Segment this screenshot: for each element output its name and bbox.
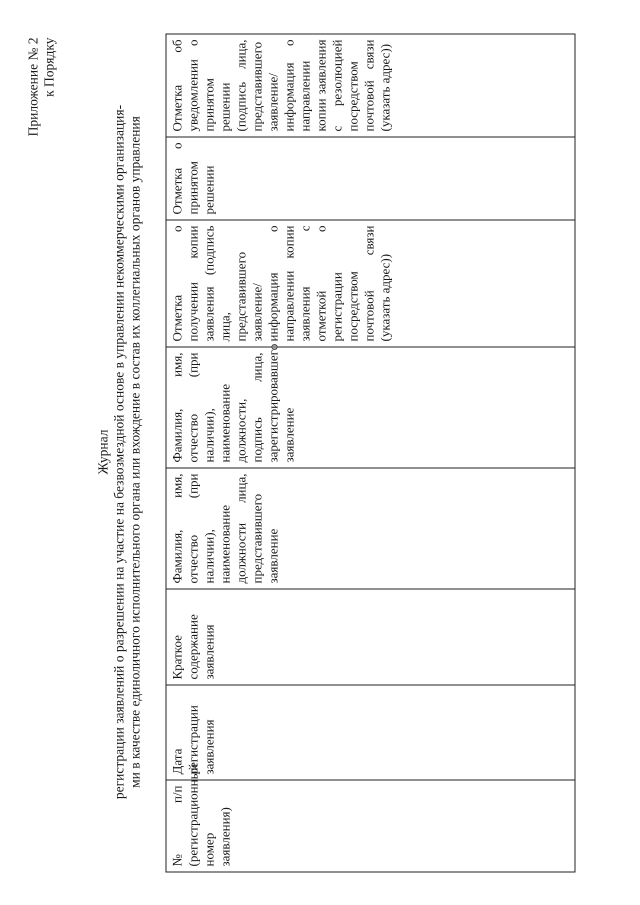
heading-line-2: ми в качестве единоличного исполнительного органа или вхождение в состав их коллегиальных органов управления: [127, 116, 142, 788]
document-title: Журнал: [95, 429, 110, 475]
appendix-note: [25, 38, 57, 137]
rotated-page: [15, 20, 625, 885]
heading-line-1: регистрации заявлений о разрешении на участие на безвозмездной основе в управлении некоммерческими организация-: [111, 104, 126, 800]
header-cell-decision: Отметка о принятом решении: [166, 137, 575, 220]
header-cell-registrar: Фамилия, имя, отчество (при наличии), наименование должности, подпись лица, зарегистрировавшего заявление: [166, 347, 575, 468]
table-header-row: [166, 34, 575, 872]
appendix-reference: к Порядку: [41, 37, 56, 97]
journal-table: [165, 34, 575, 873]
appendix-number: Приложение № 2: [25, 37, 40, 137]
header-cell-date: Дата регистрации заявления: [166, 685, 575, 780]
header-cell-applicant: Фамилия, имя, отчество (при наличии), наименование должности лица, представившего заявление: [166, 468, 575, 589]
header-cell-summary: Краткое содержание заявления: [166, 589, 575, 685]
header-cell-number: № п/п (регистрационный номер заявления): [166, 780, 575, 872]
document-heading: [95, 32, 143, 873]
header-cell-notification: Отметка об уведомлении о принятом решении (подпись лица, представившего заявление/ информация о направлении копии заявления с резолюцией посредством почтовой связи (указать адрес)): [166, 34, 575, 137]
header-cell-copy-received: Отметка о получении копии заявления (подпись лица, представившего заявление/ информация о направлении копии заявления с отметкой о регистрации посредством почтовой связи (указать адрес)): [166, 220, 575, 347]
